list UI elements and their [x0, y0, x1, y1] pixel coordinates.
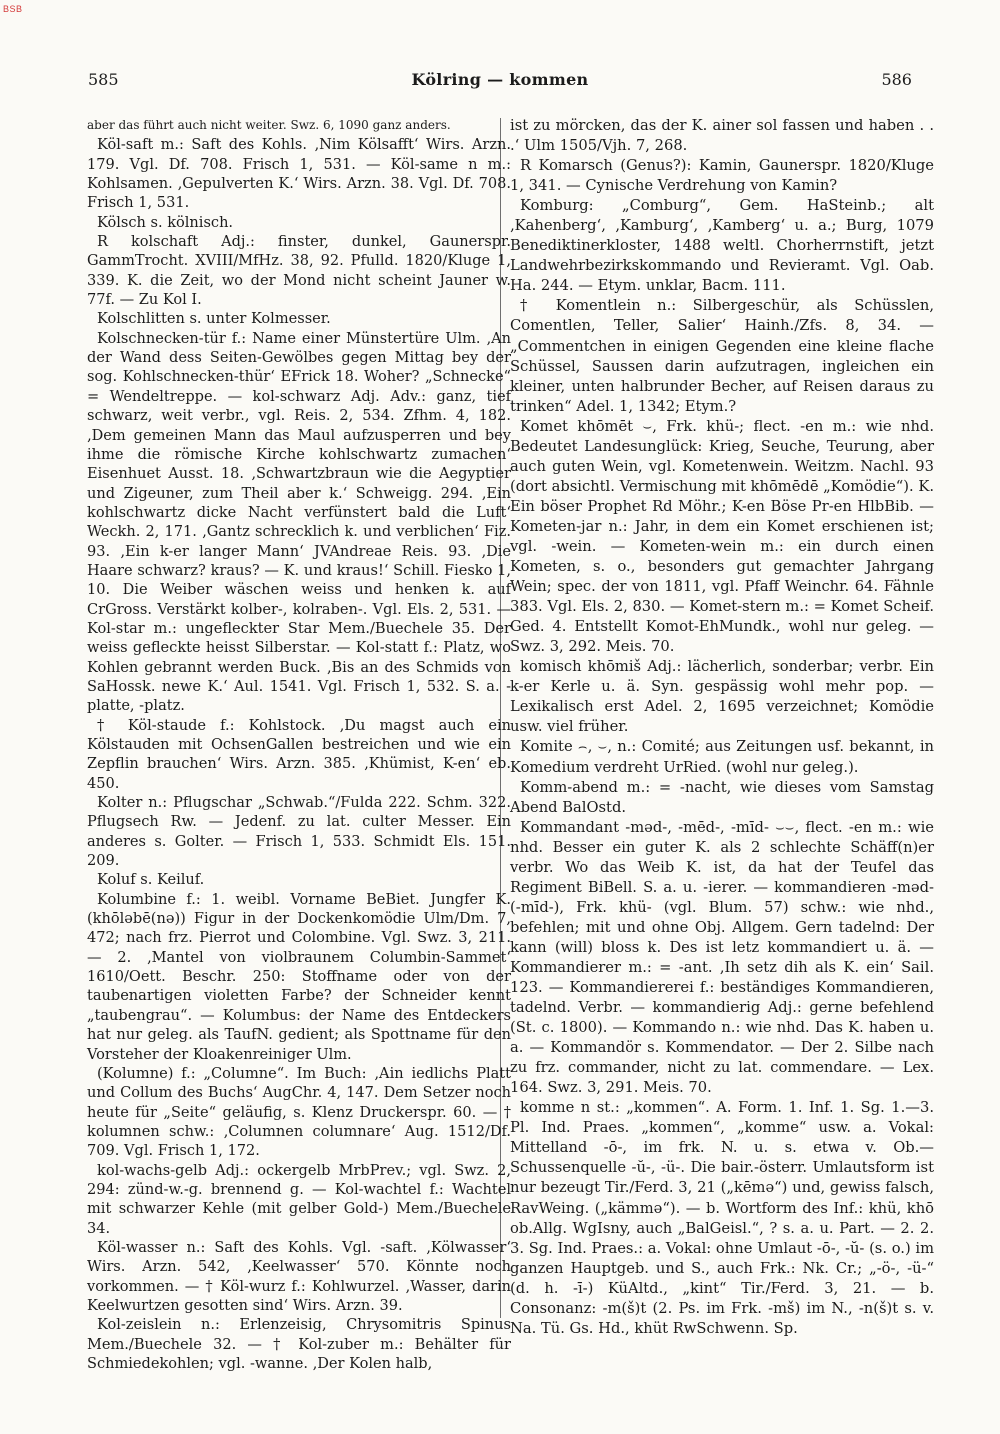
- entry-paragraph: ist zu mörcken, das der K. ainer sol fassen und haben . . .‘ Ulm 1505/Vjh. 7, 268.: [510, 117, 934, 155]
- entry-paragraph: Kolumbine f.: 1. weibl. Vorname BeBiet. Jungfer K. (khōləbē(nə)) Figur in der Dockenkomödie Ulm/Dm. 7, 472; nach frz. Pierrot und Colombine. Vgl. Swz. 3, 211. — 2. ‚Mantel von violbraunem Columbin-Sammet‘ 1610/Oett. Beschr. 250: Stoffname oder von der taubenartigen violetten Farbe? der Schneider kennt „taubengrau“. — Kolumbus: der Name des Entdeckers hat nur geleg. als TaufN. gedient; als Spottname für den Vorsteher der Kloakenreiniger Ulm.: [87, 890, 511, 1063]
- entry-paragraph: (Kolumne) f.: „Columne“. Im Buch: ‚Ain iedlichs Platt und Collum des Buchs‘ AugChr. 4, 147. Dem Setzer noch heute für „Seite“ geläufig, s. Klenz Druckerspr. 60. — † kolumnen schw.: ‚Columnen columnare‘ Aug. 1512/Df. 709. Vgl. Frisch 1, 172.: [87, 1064, 511, 1160]
- entry-paragraph: Kolter n.: Pflugschar „Schwab.“/Fulda 222. Schm. 322. Pflugsech Rw. — Jedenf. zu lat. culter Messer. Ein anderes s. Golter. — Frisch 1, 533. Schmidt Els. 151. 209.: [87, 794, 511, 870]
- entry-paragraph: aber das führt auch nicht weiter. Swz. 6, 1090 ganz anders.: [87, 118, 451, 132]
- entry-paragraph: † Köl-staude f.: Kohlstock. ‚Du magst auch ein Kölstauden mit OchsenGallen bestreichen und wie ein Zepflin brauchen‘ Wirs. Arzn. 385. ‚Khümist, K-en‘ eb. 450.: [87, 716, 511, 792]
- entry-paragraph: R Komarsch (Genus?): Kamin, Gaunerspr. 1820/Kluge 1, 341. — Cynische Verdrehung von Kamin?: [510, 157, 934, 195]
- entry-paragraph: Komm-abend m.: = -nacht, wie dieses vom Samstag Abend BalOstd.: [510, 778, 934, 816]
- library-stamp: BSB: [3, 4, 23, 14]
- left-column: [87, 116, 511, 1373]
- entry-paragraph: Kolschlitten s. unter Kolmesser.: [97, 310, 331, 328]
- entry-paragraph: komme n st.: „kommen“. A. Form. 1. Inf. 1. Sg. 1.—3. Pl. Ind. Praes. „kommen“, „komme“ usw. a. Vokal: Mittelland -ō-, im frk. N. u. s. etwa v. Ob.—Schussenquelle -ŭ-, -ü-. Die bair.-österr. Umlautsform ist nur bezeugt Tir./Ferd. 3, 21 („kēmə“) und, gewiss falsch, RavWeing. („kämmə“). — b. Wortform des Inf.: khü, khō ob.Allg. WgIsny, auch „BalGeisl.“, ? s. a. u. Part. — 2. 2. 3. Sg. Ind. Praes.: a. Vokal: ohne Umlaut -ō-, -ŭ- (s. o.) im ganzen Hauptgeb. und S., auch Frk.: Nk. Cr.; „-ö-, -ü-“ (d. h. -ī-) KüAltd., „kint“ Tir./Ferd. 3, 21. — b. Consonanz: -m(š)t (2. Ps. im Frk. -mš) im N., -n(š)t s. v. Na. Tü. Gs. Hd., khüt RwSchwenn. Sp.: [510, 1099, 934, 1337]
- entry-paragraph: Köl-wasser n.: Saft des Kohls. Vgl. -saft. ‚Kölwasser‘ Wirs. Arzn. 542, ‚Keelwasser‘ 570. Könnte noch vorkommen. — † Köl-wurz f.: Kohlwurzel. ‚Wasser, darin Keelwurtzen gesotten sind‘ Wirs. Arzn. 39.: [87, 1238, 511, 1314]
- entry-paragraph: kol-wachs-gelb Adj.: ockergelb MrbPrev.; vgl. Swz. 2, 294: zünd-w.-g. brennend g. — Kol-wachtel f.: Wachtel mit schwarzer Kehle (mit gelber Gold-) Mem./Buechele 34.: [87, 1161, 511, 1237]
- page-number-right: 586: [881, 70, 912, 89]
- entry-paragraph: Komburg: „Comburg“, Gem. HaSteinb.; alt ‚Kahenberg‘, ‚Kamburg‘, ‚Kamberg‘ u. a.; Burg, 1079 Benediktinerkloster, 1488 weltl. Chorherrnstift, jetzt Landwehrbezirkskommando und Revieramt. Vgl. Oab. Ha. 244. — Etym. unklar, Bacm. 111.: [510, 197, 934, 295]
- entry-paragraph: Kölsch s. kölnisch.: [97, 213, 234, 231]
- entry-paragraph: R kolschaft Adj.: finster, dunkel, Gaunerspr. GammTrocht. XVIII/MfHz. 38, 92. Pfulld. 1820/Kluge 1, 339. K. die Zeit, wo der Mond nicht scheint Jauner w. 77f. — Zu Kol I.: [87, 233, 511, 309]
- entry-paragraph: Köl-saft m.: Saft des Kohls. ‚Nim Kölsafft‘ Wirs. Arzn. 179. Vgl. Df. 708. Frisch 1, 531. — Köl-same n m.: Kohlsamen. ‚Gepulverten K.‘ Wirs. Arzn. 38. Vgl. Df. 708. Frisch 1, 531.: [87, 136, 511, 212]
- entry-paragraph: Komet khōmēt ⌣‚ Frk. khü-; flect. -en m.: wie nhd. Bedeutet Landesunglück: Krieg, Seuche, Teurung, aber auch guten Wein, vgl. Kometenwein. Weitzm. Nachl. 93 (dort absichtl. Vermischung mit khōmēdē „Komödie“). K. Ein böser Prophet Rd Möhr.; K-en Böse Pr-en HlbBib. — Kometen-jar n.: Jahr, in dem ein Komet erschienen ist; vgl. -wein. — Kometen-wein m.: ein durch einen Kometen, s. o., besonders gut gemachter Jahrgang Wein; spec. der von 1811, vgl. Pfaff Weinchr. 64. Fähnle 383. Vgl. Els. 2, 830. — Komet-stern m.: = Komet Scheif. Ged. 4. Entstellt Komot-EhMundk., wohl nur geleg. — Swz. 3, 292. Meis. 70.: [510, 417, 934, 656]
- entry-paragraph: Kolschnecken-tür f.: Name einer Münstertüre Ulm. ‚An der Wand dess Seiten-Gewölbes gegen Mittag bey der sog. Kohlschnecken-thür‘ EFrick 18. Woher? „Schnecke“ = Wendeltreppe. — kol-schwarz Adj. Adv.: ganz, tief schwarz, weit verbr., vgl. Reis. 2, 534. Zfhm. 4, 182. ‚Dem gemeinen Mann das Maul aufzusperren und bey ihme die römische Kirche kohlschwartz zumachen‘ Eisenhuet Ausst. 18. ‚Schwartzbraun wie die Aegyptier und Zigeuner, zum Theil aber k.‘ Schweigg. 294. ‚Ein kohlschwartz dicke Nacht verfünstert bald die Luft‘ Weckh. 2, 171. ‚Gantz schrecklich k. und verblichen‘ Fiz. 93. ‚Ein k-er langer Mann‘ JVAndreae Reis. 93. ‚Die Haare schwarz? kraus? — K. und kraus!‘ Schill. Fiesko 1, 10. Die Weiber wäschen weiss und henken k. auf CrGross. Verstärkt kolber-, kolraben-. Vgl. Els. 2, 531. — Kol-star m.: ungefleckter Star Mem./Buechele 35. Der weiss gefleckte heisst Silberstar. — Kol-statt f.: Platz, wo Kohlen gebrannt werden Buck. ‚Bis an des Schmids von SaHossk. newe K.‘ Aul. 1541. Vgl. Frisch 1, 532. S. a. -platte, -platz.: [87, 329, 511, 715]
- running-title: Kölring — kommen: [411, 70, 589, 89]
- entry-paragraph: Kol-zeislein n.: Erlenzeisig, Chrysomitris Spinus Mem./Buechele 32. — † Kol-zuber m.: Behälter für Schmiedekohlen; vgl. -wanne. ‚Der Kolen halb,: [87, 1316, 511, 1372]
- entry-paragraph: komisch khōmiš Adj.: lächerlich, sonderbar; verbr. Ein k-er Kerle u. ä. Syn. gespässig wohl mehr pop. — Lexikalisch erst Adel. 2, 1695 verzeichnet; Komödie usw. viel früher.: [510, 658, 934, 736]
- page-header: [88, 70, 912, 94]
- entry-paragraph: Koluf s. Keiluf.: [97, 871, 205, 889]
- entry-paragraph: Komite ⌢‚ ⌣‚ n.: Comité; aus Zeitungen usf. bekannt, in Komedium verdreht UrRied. (wohl nur geleg.).: [510, 738, 934, 776]
- page-number-left: 585: [88, 70, 119, 89]
- right-column: [510, 116, 934, 1339]
- entry-paragraph: † Komentlein n.: Silbergeschür, als Schüsslen, Comentlen, Teller, Salier‘ Hainh./Zfs. 8, 34. — „Commentchen in einigen Gegenden eine kleine flache Schüssel, Saussen darin aufzutragen, ingleichen ein kleiner, unten halbrunder Becher, auf Reisen daraus zu trinken“ Adel. 1, 1342; Etym.?: [510, 297, 934, 415]
- entry-paragraph: Kommandant -məd-, -mēd-, -mīd- ⌣⌣‚ flect. -en m.: wie nhd. Besser ein guter K. als 2 schlechte Schäff(n)er verbr. Wo das Weib K. ist, da hat der Teufel das Regiment BiBell. S. a. u. -ierer. — kommandieren -məd- (-mīd-), Frk. khü- (vgl. Blum. 57) schw.: wie nhd., befehlen; mit und ohne Obj. Allgem. Gern tadelnd: Der kann (will) bloss k. Des ist letz kommandiert u. ä. — Kommandierer m.: = -ant. ‚Ih setz dih als K. ein‘ Sail. 123. — Kommandiererei f.: beständiges Kommandieren, tadelnd. Verbr. — kommandierig Adj.: gerne befehlend (St. c. 1800). — Kommando n.: wie nhd. Das K. haben u. a. — Kommandör s. Kommendator. — Der 2. Silbe nach zu frz. commander, nicht zu lat. commendare. — Lex. 164. Swz. 3, 291. Meis. 70.: [510, 818, 934, 1097]
